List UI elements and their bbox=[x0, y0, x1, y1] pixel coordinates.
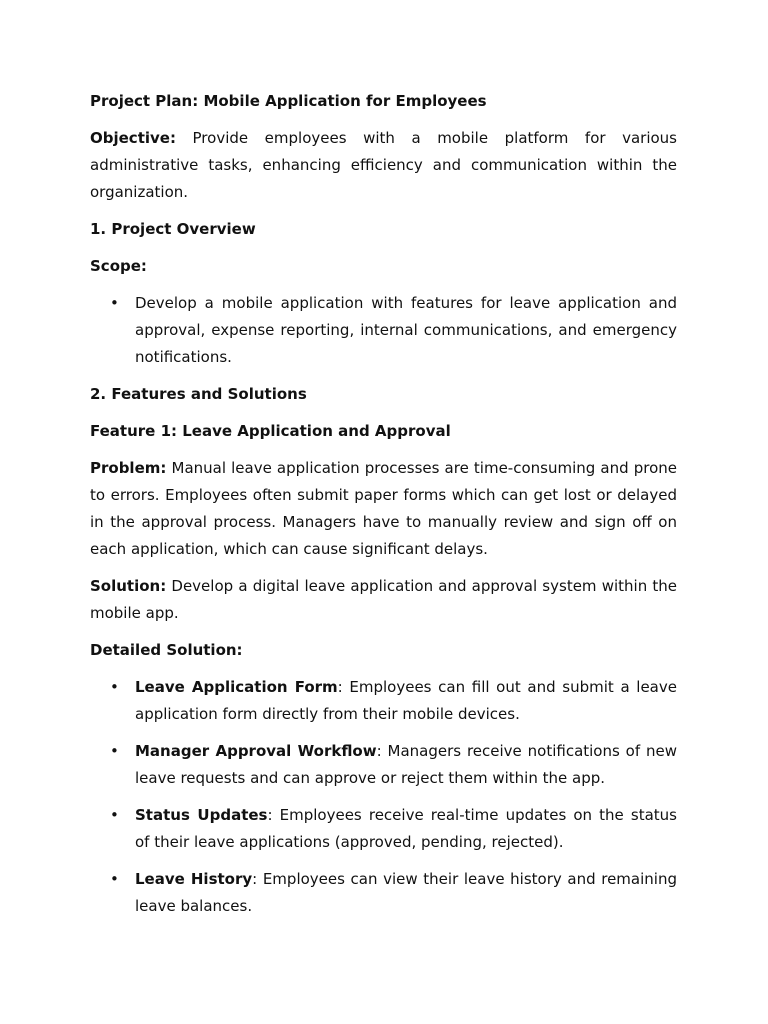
bullet-icon: • bbox=[110, 806, 119, 824]
item-text: : Employees receive real-time updates on the status of their leave applications (approved, pending, rejected). bbox=[135, 806, 677, 851]
bullet-icon: • bbox=[110, 742, 119, 760]
detailed-solution-list bbox=[90, 674, 677, 920]
list-item bbox=[90, 866, 677, 920]
detailed-solution-label: Detailed Solution: bbox=[90, 641, 243, 659]
item-term: Leave Application Form bbox=[135, 678, 338, 696]
list-item bbox=[90, 738, 677, 792]
bullet-icon: • bbox=[110, 294, 119, 312]
objective-label: Objective: bbox=[90, 129, 176, 147]
feature-1-heading: Feature 1: Leave Application and Approval bbox=[90, 422, 451, 440]
problem-paragraph bbox=[90, 455, 677, 563]
section-1-heading: 1. Project Overview bbox=[90, 220, 256, 238]
bullet-icon: • bbox=[110, 678, 119, 696]
objective-paragraph bbox=[90, 125, 677, 206]
item-text: : Managers receive notifications of new leave requests and can approve or reject them within the app. bbox=[135, 742, 678, 787]
item-text: : Employees can fill out and submit a leave application form directly from their mobile devices. bbox=[135, 678, 677, 723]
list-item bbox=[90, 290, 677, 371]
bullet-icon: • bbox=[110, 870, 119, 888]
scope-list bbox=[90, 290, 677, 371]
list-item bbox=[90, 674, 677, 728]
scope-label: Scope: bbox=[90, 257, 147, 275]
item-text: : Employees can view their leave history and remaining leave balances. bbox=[135, 870, 677, 915]
solution-label: Solution: bbox=[90, 577, 167, 595]
list-item bbox=[90, 802, 677, 856]
problem-text: Manual leave application processes are time-consuming and prone to errors. Employees often submit paper forms which can get lost or delayed in the approval process. Managers have to manually review and sign off on each application, which can cause significant delays. bbox=[90, 459, 677, 558]
item-term: Leave History bbox=[135, 870, 253, 888]
solution-text: Develop a digital leave application and approval system within the mobile app. bbox=[90, 577, 677, 622]
scope-text: Develop a mobile application with features for leave application and approval, expense reporting, internal communications, and emergency notifications. bbox=[135, 294, 677, 366]
document-title: Project Plan: Mobile Application for Employees bbox=[90, 92, 487, 110]
section-2-heading: 2. Features and Solutions bbox=[90, 385, 307, 403]
item-term: Manager Approval Workflow bbox=[135, 742, 377, 760]
solution-paragraph bbox=[90, 573, 677, 627]
item-term: Status Updates bbox=[135, 806, 268, 824]
objective-text: Provide employees with a mobile platform for various administrative tasks, enhancing efficiency and communication within the organization. bbox=[90, 129, 677, 201]
document-page bbox=[90, 88, 677, 930]
problem-label: Problem: bbox=[90, 459, 167, 477]
